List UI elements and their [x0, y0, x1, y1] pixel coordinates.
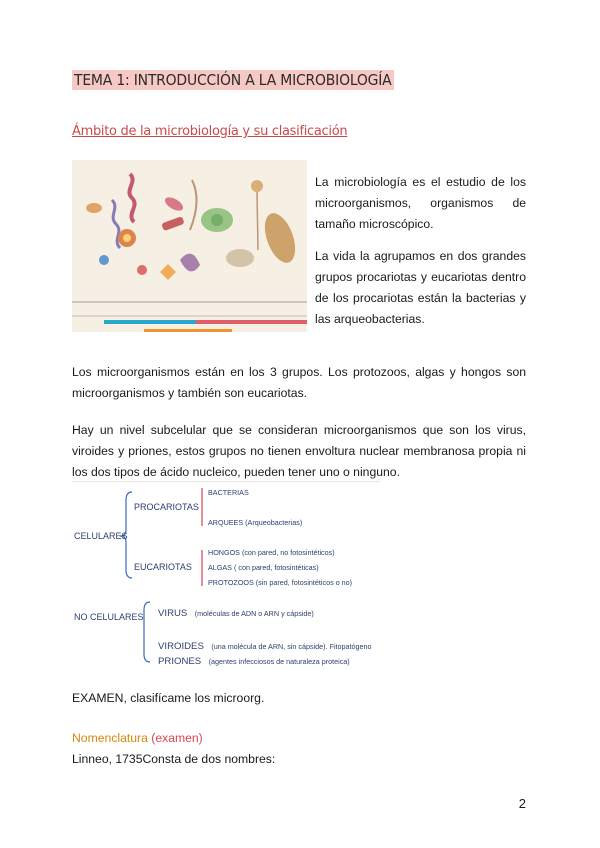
page-title: TEMA 1: INTRODUCCIÓN A LA MICROBIOLOGÍA	[74, 71, 392, 89]
label-procariotas: PROCARIOTAS	[134, 502, 199, 512]
page-number: 2	[518, 796, 526, 811]
label-celulares: CELULARES	[74, 531, 128, 541]
nomenclatura-label: Nomenclatura	[72, 731, 148, 745]
label-priones: PRIONES	[158, 656, 202, 667]
viroides-description: (una molécula de ARN, sin cápside). Fitopatógeno	[211, 642, 372, 651]
label-eucariotas: EUCARIOTAS	[134, 562, 192, 572]
row-priones	[158, 651, 350, 669]
label-viroides: VIROIDES	[158, 641, 204, 652]
label-virus: VIRUS	[158, 608, 188, 619]
label-algas: ALGAS ( con pared, fotosintéticas)	[208, 563, 319, 572]
paragraph-microorganisms-groups: Los microorganismos están en los 3 grupos. Los protozoos, algas y hongos son microorganismos y también son eucariotas.	[72, 365, 526, 400]
nomenclatura-heading	[72, 728, 203, 749]
classification-diagram	[72, 481, 380, 670]
linneo-line: Linneo, 1735Consta de dos nombres:	[72, 752, 276, 766]
paragraph-subcellular: Hay un nivel subcelular que se consideran microorganismos que son los virus, viroides y priones, estos grupos no tienen envoltura nuclear membranosa propia ni los dos tipos de ácido nucleico, pueden tener uno o ninguno.	[72, 423, 526, 479]
microorganisms-illustration	[72, 160, 307, 332]
label-bacterias: BACTERIAS	[208, 488, 249, 497]
section-subtitle: Ámbito de la microbiología y su clasificación	[72, 124, 348, 139]
label-arquees: ARQUEES (Arqueobacterias)	[208, 518, 303, 527]
virus-description: (moléculas de ADN o ARN y cápside)	[194, 609, 314, 618]
intro-paragraph-1: La microbiología es el estudio de los microorganismos, organismos de tamaño microscópico.	[315, 175, 526, 231]
row-virus	[158, 603, 314, 621]
priones-description: (agentes infecciosos de naturaleza proteica)	[208, 657, 350, 666]
exam-note: EXAMEN, clasifícame los microorg.	[72, 691, 265, 705]
label-protozoos: PROTOZOOS (sin pared, fotosintéticos o no)	[208, 578, 353, 587]
label-no-celulares: NO CELULARES	[74, 612, 144, 622]
nomenclatura-exam-note: (examen)	[151, 731, 203, 745]
label-hongos: HONGOS (con pared, no fotosintéticos)	[208, 548, 335, 557]
intro-paragraph-2: La vida la agrupamos en dos grandes grupos procariotas y eucariotas dentro de los procariotas están la bacterias y las arqueobacterias.	[315, 249, 526, 326]
